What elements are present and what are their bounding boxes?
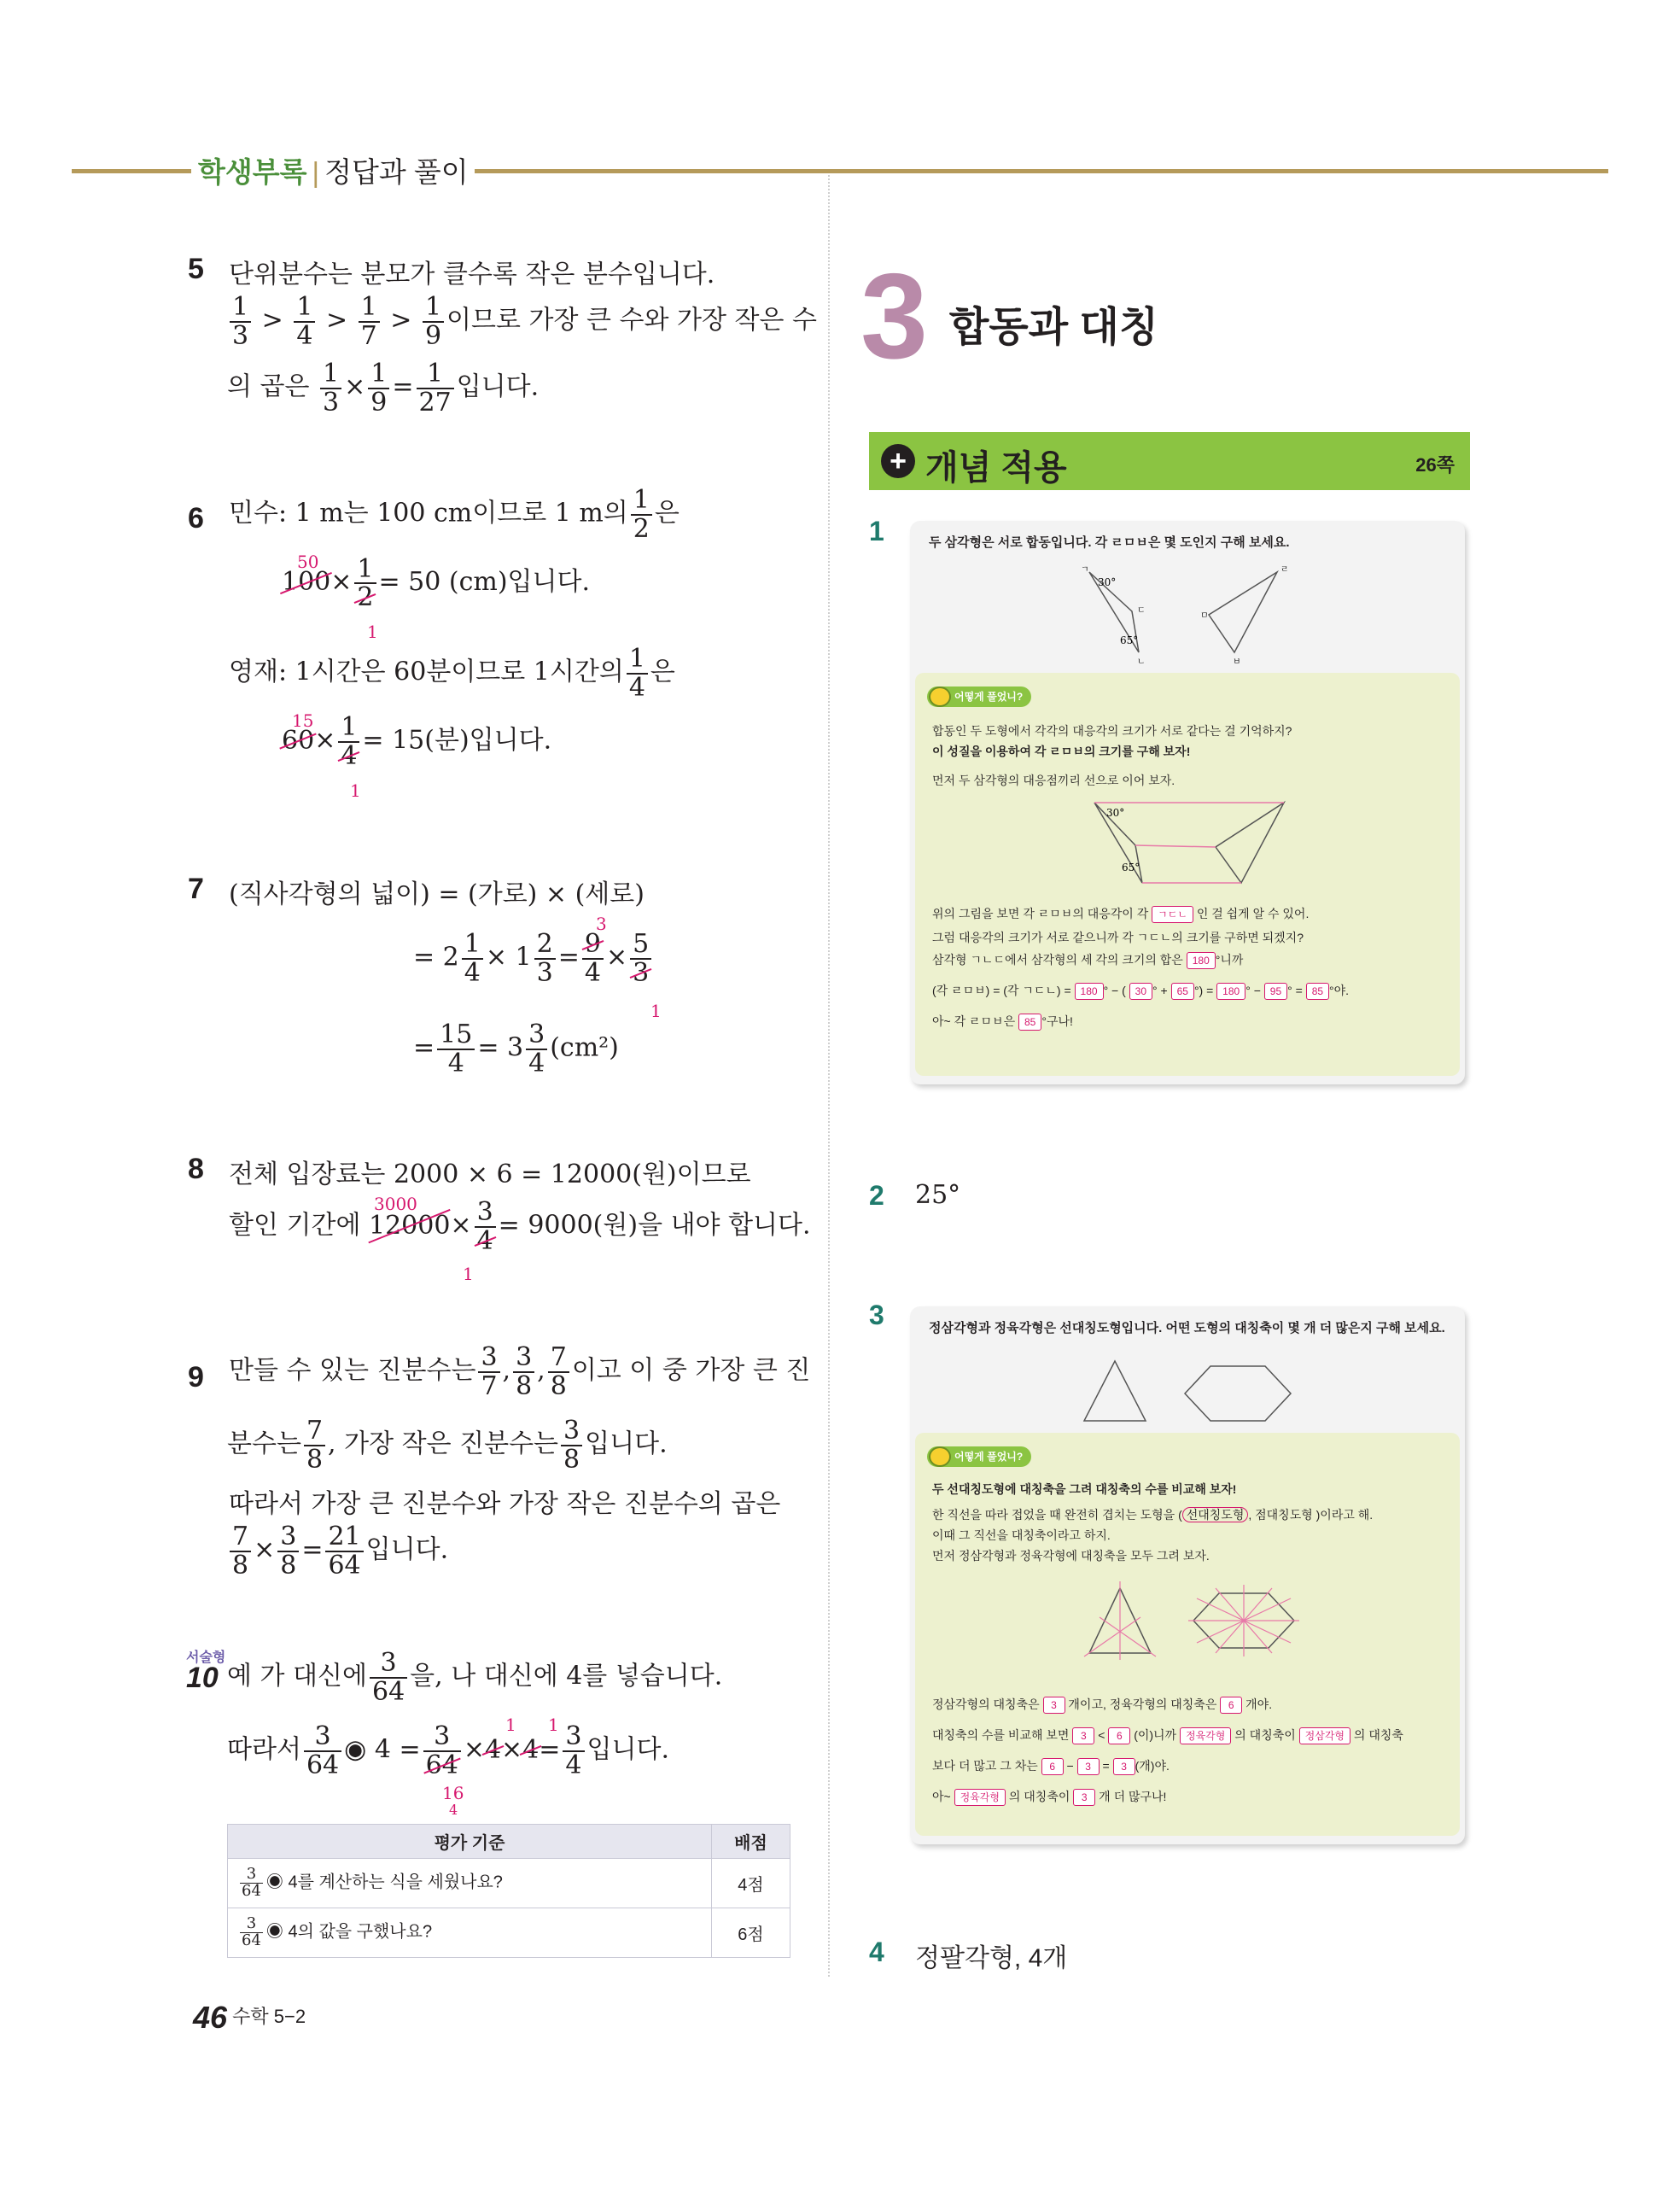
q6-line3-head: 영재: 1시간은 60분이므로 1시간의 — [229, 657, 624, 687]
banner-page: 26쪽 — [1415, 454, 1455, 476]
student-face-icon — [929, 1446, 951, 1467]
a3-question: 정삼각형과 정육각형은 선대칭도형입니다. 어떤 도형의 대칭축이 몇 개 더 많은지 구해 보세요. — [929, 1321, 1445, 1335]
a3-line8 — [932, 1788, 1166, 1806]
a3-line6-tail: 의 대칭축 — [1353, 1728, 1403, 1742]
page-footer — [193, 2000, 306, 2036]
q9-line1-tail: 이고 이 중 가장 큰 진 — [571, 1355, 811, 1386]
q5-line1: 단위분수는 분모가 클수록 작은 분수입니다. — [229, 260, 715, 289]
q5-line2-tail: 이므로 가장 큰 수와 가장 작은 수 — [446, 305, 817, 336]
a3-line8-tail: 개 더 많구나! — [1099, 1790, 1167, 1803]
answer-box: 30 — [1129, 983, 1152, 1000]
rubric-criterion: $\frac{3}{64}$ ◉ 4를 계산하는 식을 세웠나요? — [228, 1859, 712, 1908]
answer-box: 180 — [1187, 952, 1216, 969]
a2-number: 2 — [869, 1180, 884, 1211]
q9-line2-tail: 입니다. — [585, 1429, 668, 1459]
banner-title: 개념 적용 — [925, 449, 1067, 487]
q10-line2: 따라서 $\frac{3}{64}$ ◉ 4 = $\frac{3}{64}$ ×4×4= $\frac{3}{4}$ 입니다. 1 1 16 4 — [227, 1715, 669, 1818]
a1-line7: (각 ㄹㅁㅂ) = (각 ㄱㄷㄴ) = 180 ° − ( 30 ° + 65 °) = 180 ° − 95 ° = 85 °야. — [932, 982, 1349, 1000]
a1-triangles — [1055, 560, 1311, 680]
answer-box: 3 — [1073, 1789, 1095, 1806]
concept-banner — [869, 432, 1470, 490]
angle-label: 65° — [1120, 634, 1139, 646]
answer-box: 85 — [1018, 1014, 1041, 1031]
chapter-title: 합동과 대칭 — [949, 305, 1159, 350]
a1-line1: 합동인 두 도형에서 각각의 대응각의 크기가 서로 같다는 걸 기억하지? — [932, 724, 1292, 738]
a1-card — [910, 521, 1465, 1084]
q6-line2: 50 100× $\frac{1}{2}$ = 50 (cm)입니다. 1 — [282, 552, 591, 642]
answer-box: 3 — [1072, 1727, 1094, 1744]
q7-unit: (cm²) — [550, 1032, 619, 1063]
q7-line3: = $\frac{15}{4}$ = 3 $\frac{3}{4}$ (cm²) — [413, 1020, 619, 1078]
q7-line2: = 2 $\frac{1}{4}$ × 1 $\frac{2}{3}$ = $\frac{9}{4}$ × $\frac{5}{3}$ 3 1 — [413, 914, 662, 1021]
a1-number: 1 — [869, 516, 884, 546]
q9-line2-head: 분수는 — [227, 1429, 301, 1459]
a3-explanation — [915, 1433, 1460, 1836]
chapter-number: 3 — [860, 248, 928, 384]
answer-box: ㄱㄷㄴ — [1152, 906, 1193, 923]
q9-line4: $\frac{7}{8}$ × $\frac{3}{8}$ = $\frac{21}{64}$ 입니다. — [227, 1523, 448, 1579]
vertex-label: ㄴ — [1137, 657, 1146, 667]
q6-number: 6 — [188, 502, 204, 535]
q9-line2-mid: , 가장 작은 진분수는 — [328, 1429, 559, 1459]
a3-axes-diagram — [1077, 1578, 1333, 1680]
q8-line2-tail: = 9000(원)을 내야 합니다. — [498, 1210, 811, 1241]
a3-line3: 이때 그 직선을 대칭축이라고 하지. — [932, 1528, 1111, 1542]
answer-box: 6 — [1041, 1758, 1064, 1775]
answer-box: 180 — [1075, 983, 1104, 1000]
q10-line1-head: 예 가 대신에 — [227, 1661, 367, 1691]
vertex-label: ㄷ — [1137, 606, 1146, 616]
q9-line4-tail: 입니다. — [365, 1534, 449, 1565]
circled-answer: 선대칭도형 — [1182, 1507, 1249, 1522]
a1-hint-badge — [927, 687, 1031, 707]
a1-line5: 그럼 대응각의 크기가 서로 같으니까 각 ㄱㄷㄴ의 크기를 구하면 되겠지? — [932, 931, 1304, 944]
a1-correspondence-diagram — [1060, 794, 1316, 888]
q5-line3-head: 의 곱은 — [227, 371, 310, 402]
a1-line6-tail: °니까 — [1215, 953, 1244, 967]
answer-box: 3 — [1043, 1697, 1065, 1714]
q7-number: 7 — [188, 873, 204, 905]
answer-box: 6 — [1220, 1697, 1242, 1714]
answer-box: 정육각형 — [954, 1789, 1006, 1806]
rubric-header-criteria: 평가 기준 — [228, 1825, 712, 1859]
a1-question: 두 삼각형은 서로 합동입니다. 각 ㄹㅁㅂ은 몇 도인지 구해 보세요. — [929, 535, 1290, 550]
angle-label: 30° — [1106, 807, 1125, 819]
q6-line1-tail: 은 — [654, 498, 680, 529]
q6-line3: 영재: 1시간은 60분이므로 1시간의 $\frac{1}{4}$ 은 — [229, 644, 675, 703]
rubric-criterion: $\frac{3}{64}$ ◉ 4의 값을 구했나요? — [228, 1908, 712, 1958]
a1-explanation — [915, 673, 1460, 1076]
rubric-criterion-text: ◉ 4의 값을 구했나요? — [265, 1922, 433, 1942]
a1-line8-head: 아~ 각 ㄹㅁㅂ은 — [932, 1014, 1016, 1028]
a3-line1: 두 선대칭도형에 대칭축을 그려 대칭축의 수를 비교해 보자! — [932, 1482, 1237, 1496]
q8-number: 8 — [188, 1153, 204, 1185]
vertex-label: ㄹ — [1280, 565, 1289, 575]
a2-answer: 25° — [915, 1180, 961, 1210]
a3-line2-head: 한 직선을 따라 접었을 때 완전히 겹치는 도형을 ( — [932, 1508, 1182, 1522]
answer-box: 정육각형 — [1180, 1727, 1231, 1744]
answer-box: 6 — [1108, 1727, 1130, 1744]
a3-shapes — [1072, 1349, 1328, 1434]
q9-line1: 만들 수 있는 진분수는 $\frac{3}{7}$ , $\frac{3}{8}$ , $\frac{7}{8}$ 이고 이 중 가장 큰 진 — [229, 1342, 811, 1401]
vertex-label: ㄱ — [1081, 565, 1089, 575]
footer-label: 수학 5−2 — [232, 2005, 306, 2027]
a3-line5-mid: 개이고, 정육각형의 대칭축은 — [1068, 1697, 1217, 1711]
q10-number: 10 — [186, 1662, 219, 1694]
q6-line1-head: 민수: 1 m는 100 cm이므로 1 m의 — [229, 498, 628, 529]
a1-line7-tail: °야. — [1329, 984, 1350, 997]
q10-line2-tail: 입니다. — [586, 1734, 669, 1765]
angle-label: 30° — [1098, 576, 1117, 588]
a3-line4: 먼저 정삼각형과 정육각형에 대칭축을 모두 그려 보자. — [932, 1549, 1210, 1563]
a3-line5-tail: 개야. — [1245, 1697, 1273, 1711]
a3-line6: 대칭축의 수를 비교해 보면 3 < 6 (이)니까 정육각형 의 대칭축이 정삼각형 의 대칭축 — [932, 1727, 1403, 1744]
a1-line2: 이 성질을 이용하여 각 ㄹㅁㅂ의 크기를 구해 보자! — [932, 745, 1191, 758]
student-face-icon — [929, 687, 951, 707]
header-rule-right — [475, 169, 1608, 173]
q10-line1-tail: 을, 나 대신에 4를 넣습니다. — [410, 1661, 723, 1691]
q5-line2: $\frac{1}{3}$ > $\frac{1}{4}$ > $\frac{1}{7}$ > $\frac{1}{9}$ 이므로 가장 큰 수와 가장 작은 수 — [227, 294, 817, 349]
column-divider — [828, 175, 830, 1977]
a1-line3: 먼저 두 삼각형의 대응점끼리 선으로 이어 보자. — [932, 774, 1175, 787]
rubric-points: 4점 — [712, 1859, 790, 1908]
q8-line1: 전체 입장료는 2000 × 6 = 12000(원)이므로 — [229, 1160, 751, 1189]
a3-line8-head: 아~ — [932, 1790, 951, 1803]
a3-line8-mid: 의 대칭축이 — [1008, 1790, 1070, 1803]
header-rule-left — [72, 169, 191, 173]
answer-box: 85 — [1306, 983, 1329, 1000]
rubric-criterion-text: ◉ 4를 계산하는 식을 세웠나요? — [265, 1873, 503, 1892]
a3-number: 3 — [869, 1300, 884, 1330]
table-row — [228, 1908, 790, 1958]
a3-line7-head: 보다 더 많고 그 차는 — [932, 1759, 1038, 1773]
a3-line7-tail: (개)야. — [1135, 1759, 1170, 1773]
a1-line4-tail: 인 걸 쉽게 알 수 있어. — [1196, 907, 1310, 920]
q5-line3-tail: 입니다. — [456, 371, 540, 402]
a1-line8-tail: °구나! — [1041, 1014, 1073, 1028]
hexagon-shape — [1185, 1366, 1291, 1421]
q6-line1: 민수: 1 m는 100 cm이므로 1 m의 $\frac{1}{2}$ 은 — [229, 485, 680, 544]
angle-label: 65° — [1122, 862, 1140, 873]
q6-line4: 15 60× $\frac{1}{4}$ = 15(분)입니다. 1 — [282, 710, 552, 801]
answer-box: 정삼각형 — [1299, 1727, 1350, 1744]
answer-box: 95 — [1264, 983, 1287, 1000]
a3-line6-mid: (이)니까 — [1134, 1728, 1177, 1742]
q7-line1: (직사각형의 넓이) = (가로) × (세로) — [229, 879, 645, 909]
q8-line2: 할인 기간에 3000 12000× $\frac{3}{4}$ = 9000(원)을 내야 합니다. 1 — [229, 1194, 811, 1284]
a3-line6-mid2: 의 대칭축이 — [1234, 1728, 1296, 1742]
a3-line5-head: 정삼각형의 대칭축은 — [932, 1697, 1040, 1711]
q9-line3: 따라서 가장 큰 진분수와 가장 작은 진분수의 곱은 — [229, 1489, 781, 1519]
vertex-label: ㅂ — [1233, 657, 1241, 667]
q6-line4-tail: = 15(분)입니다. — [362, 725, 552, 756]
rubric-header-row — [228, 1825, 790, 1859]
a1-line7-head: (각 ㄹㅁㅂ) = (각 ㄱㄷㄴ) = — [932, 984, 1071, 997]
header-separator: | — [312, 156, 320, 188]
hint-label: 어떻게 풀었니? — [954, 691, 1024, 703]
q6-line3-tail: 은 — [650, 657, 675, 687]
header-section: 학생부록 — [198, 156, 307, 188]
a3-line2-tail: , 점대칭도형 )이라고 해. — [1248, 1508, 1374, 1522]
q9-line2: 분수는 $\frac{7}{8}$ , 가장 작은 진분수는 $\frac{3}{8}$ 입니다. — [227, 1416, 668, 1475]
a3-line7: 보다 더 많고 그 차는 6 − 3 = 3 (개)야. — [932, 1757, 1170, 1775]
answer-box: 65 — [1171, 983, 1194, 1000]
a3-line2 — [932, 1506, 1373, 1523]
vertex-label: ㅁ — [1200, 611, 1209, 621]
q10-label: 서술형 — [186, 1651, 226, 1665]
q10-line1: 예 가 대신에 $\frac{3}{64}$ 을, 나 대신에 4를 넣습니다. — [227, 1648, 723, 1707]
q6-line2-tail: = 50 (cm)입니다. — [378, 567, 591, 597]
a3-line5 — [932, 1696, 1272, 1714]
q5-number: 5 — [188, 253, 204, 285]
q10-line2-head: 따라서 — [227, 1734, 301, 1765]
rubric-header-points: 배점 — [712, 1825, 790, 1859]
a1-line4-head: 위의 그림을 보면 각 ㄹㅁㅂ의 대응각이 각 — [932, 907, 1149, 920]
answer-box: 3 — [1113, 1758, 1135, 1775]
header-subtitle: 정답과 풀이 — [324, 156, 469, 188]
a1-line6 — [932, 951, 1243, 969]
rubric-points: 6점 — [712, 1908, 790, 1958]
q5-line3: 의 곱은 $\frac{1}{3}$ × $\frac{1}{9}$ = $\frac{1}{27}$ 입니다. — [227, 359, 540, 418]
header-title — [198, 150, 469, 190]
page-number: 46 — [193, 2000, 228, 2035]
a3-card — [910, 1306, 1465, 1844]
a1-line6-head: 삼각형 ㄱㄴㄷ에서 삼각형의 세 각의 크기의 합은 — [932, 953, 1183, 967]
plus-icon: + — [881, 444, 915, 478]
a4-number: 4 — [869, 1937, 884, 1967]
a1-line8 — [932, 1013, 1073, 1031]
answer-box: 3 — [1077, 1758, 1100, 1775]
answer-box: 180 — [1216, 983, 1245, 1000]
a3-line6-head: 대칭축의 수를 비교해 보면 — [932, 1728, 1070, 1742]
q8-line2-head: 할인 기간에 — [229, 1210, 361, 1241]
q9-line1-head: 만들 수 있는 진분수는 — [229, 1355, 476, 1386]
a3-hint-badge — [927, 1446, 1031, 1467]
a4-answer: 정팔각형, 4개 — [915, 1944, 1068, 1972]
table-row — [228, 1859, 790, 1908]
q9-number: 9 — [188, 1361, 204, 1393]
a1-line4 — [932, 905, 1309, 923]
hint-label: 어떻게 풀었니? — [954, 1451, 1024, 1463]
triangle-shape — [1084, 1361, 1146, 1421]
rubric-table — [227, 1824, 790, 1958]
